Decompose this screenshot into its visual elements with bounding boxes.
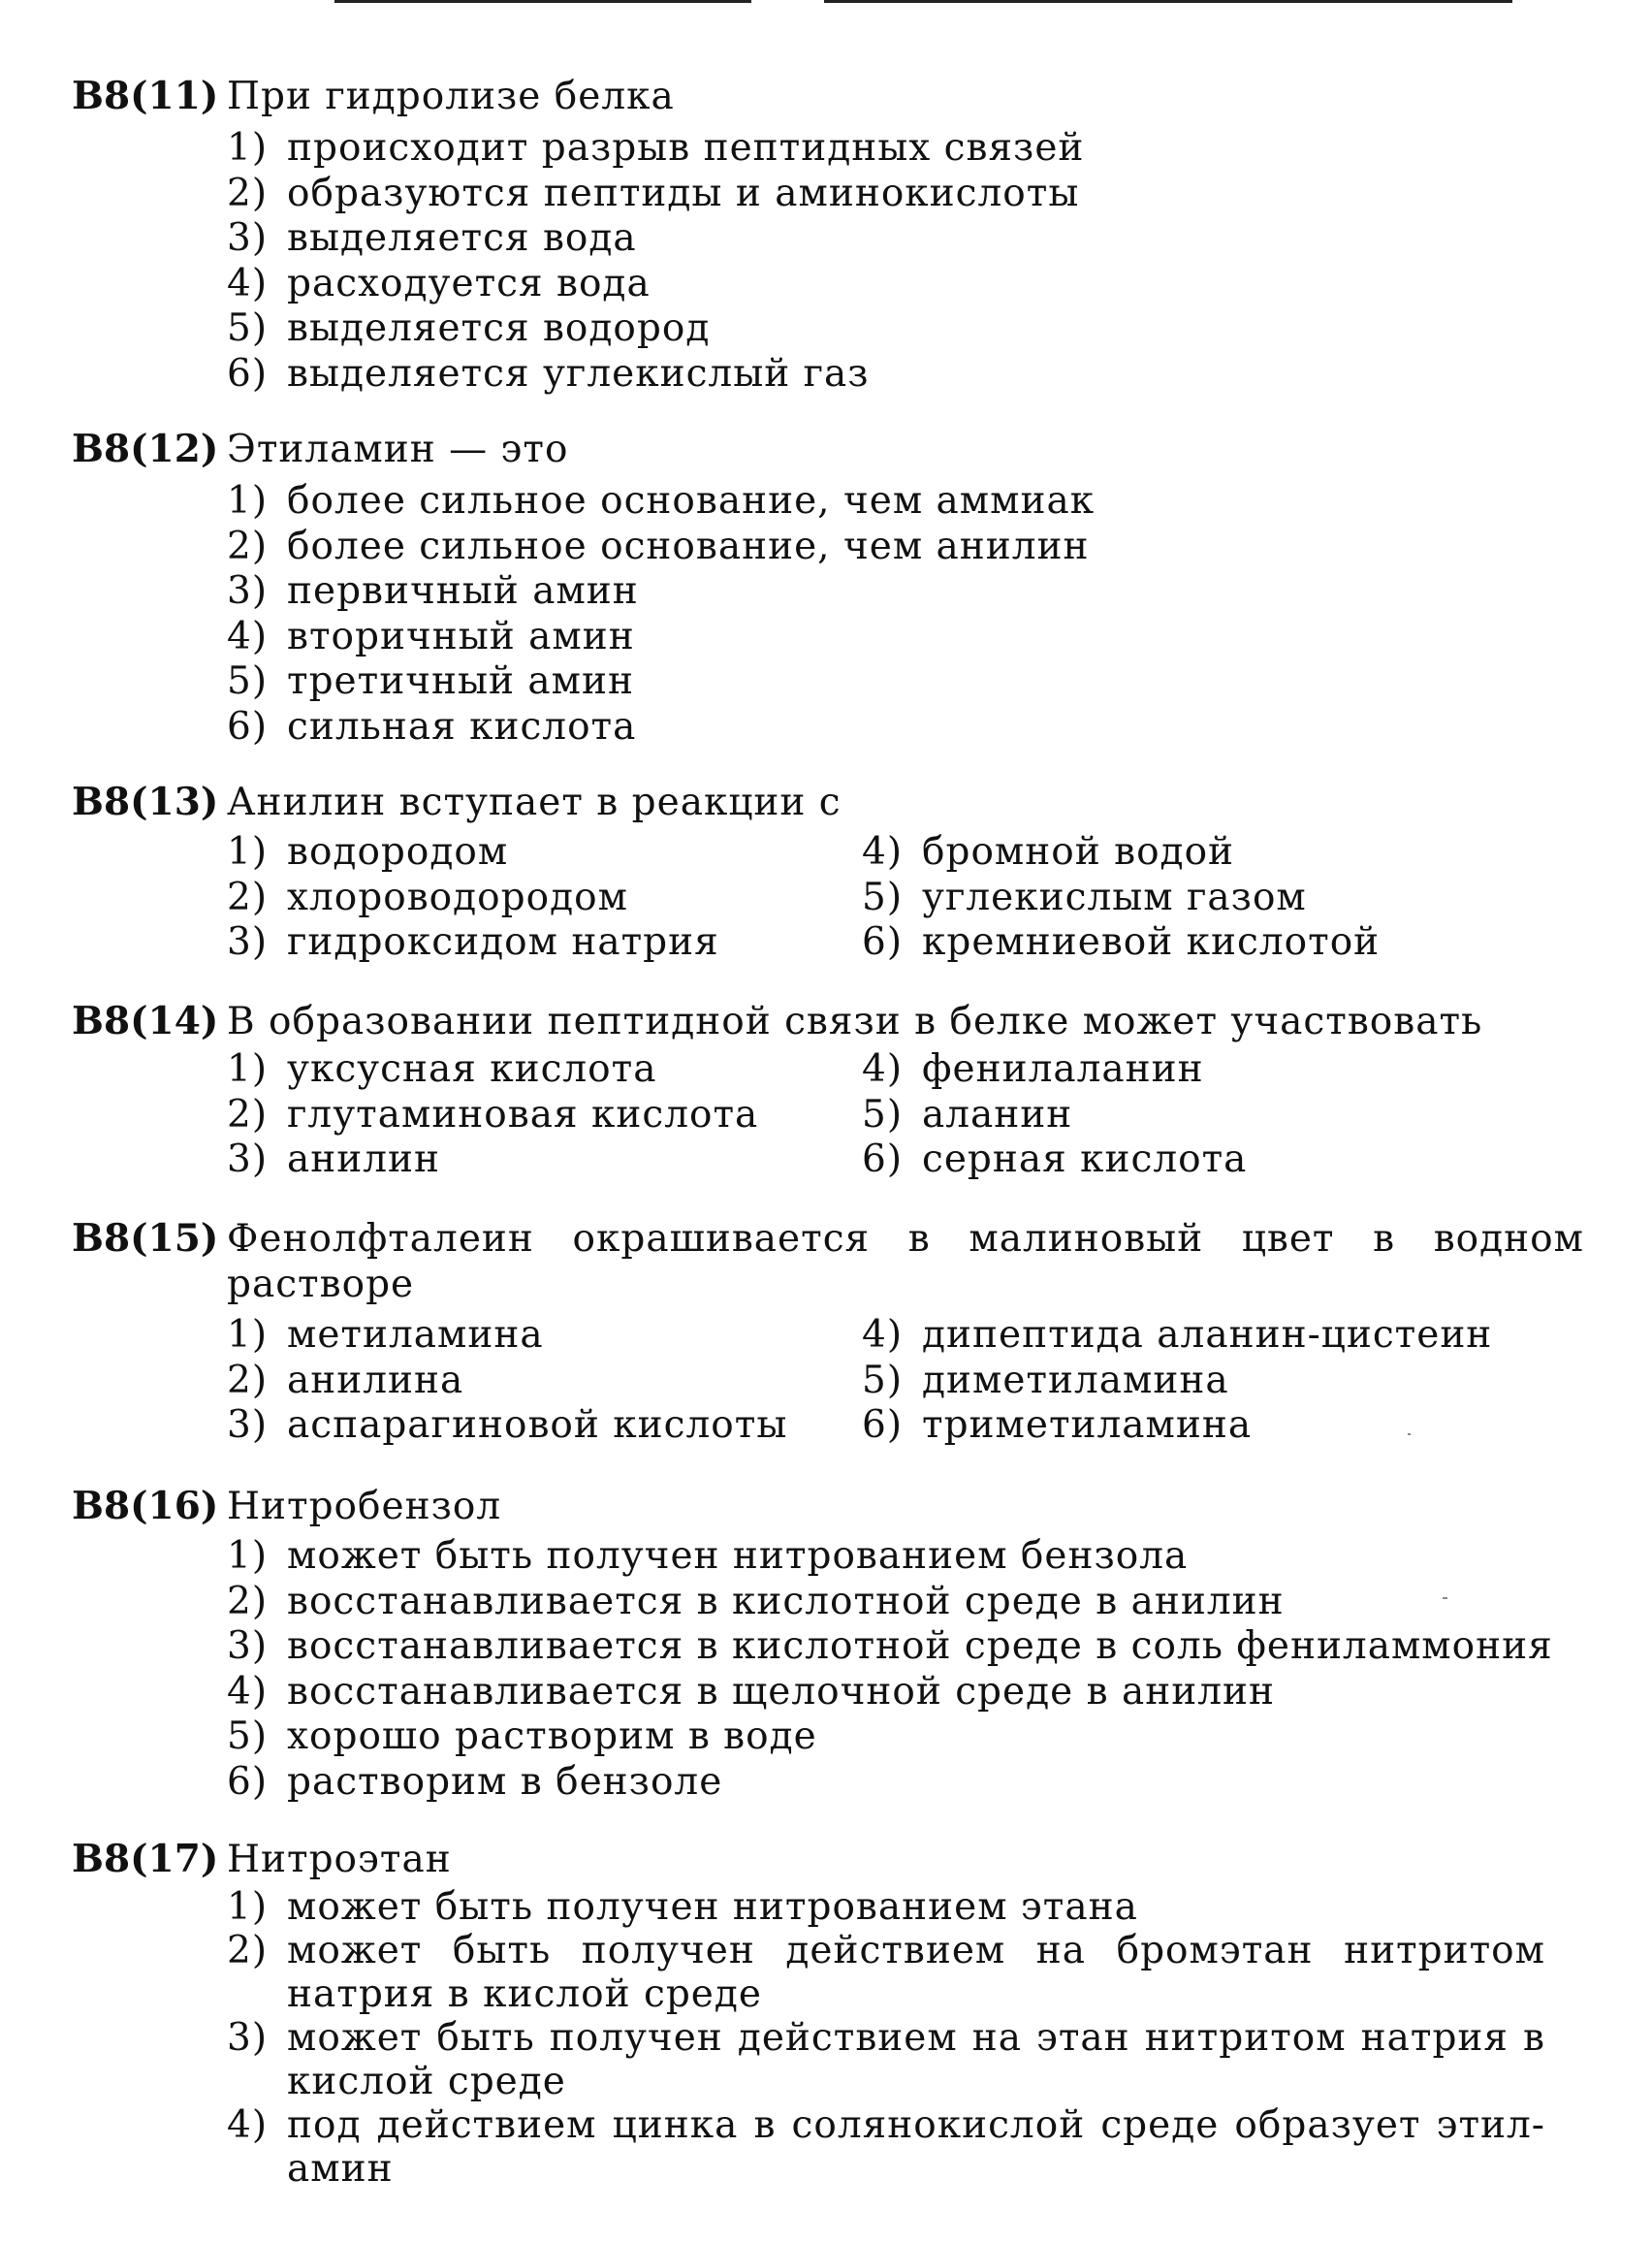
option-number: 1) [227,1534,269,1578]
option-text: сильная кислота [287,704,637,749]
option-text: диметиламина [922,1358,1229,1402]
option-text: бромной водой [922,830,1235,874]
option-number: 5) [227,659,269,703]
question-number: B8(16) [72,1484,219,1528]
option-number: 1) [227,1047,269,1091]
option-number: 3) [227,1138,269,1181]
option-number: 4) [862,830,904,874]
option-text: более сильное основание, чем аммиак [287,479,1096,523]
option-number: 3) [227,216,269,260]
question-prompt: Нитроэтан [227,1838,452,1881]
option-number: 2) [227,875,269,919]
option-number: 4) [227,261,269,305]
option-text: уксусная кислота [287,1047,657,1091]
option-number: 5) [227,1714,269,1758]
option-number: 3) [227,2016,269,2060]
option-number: 6) [862,1138,904,1181]
answer-option [227,1714,1553,1760]
option-number: 6) [227,351,269,396]
answer-option [227,172,1084,217]
option-text: углекислым газом [922,875,1307,919]
option-number: 5) [227,306,269,350]
scan-speck [1408,1433,1411,1435]
option-number: 5) [862,875,904,919]
answer-option [227,2016,1545,2103]
answer-option [227,525,1095,570]
answer-option [227,2103,1545,2191]
answer-option [227,615,1095,660]
top-rule-left [334,0,751,3]
question-prompt: Анилин вступает в реакции с [227,781,842,824]
question-b8-15 [72,1216,1584,1447]
option-text: образуются пептиды и аминокислоты [287,171,1080,215]
option-text: первичный амин [287,569,639,613]
option-number: 1) [227,830,269,874]
option-text: расходуется вода [287,261,651,305]
answer-option [227,352,1084,398]
option-number: 2) [227,1092,269,1137]
option-text: растворим в бензоле [287,1759,723,1804]
option-number: 3) [227,1403,269,1447]
answer-option [227,1929,1545,2016]
option-text: может быть получен нитрованием этана [287,1885,1138,1929]
answer-option [227,479,1095,525]
answer-option [227,216,1084,262]
question-number: B8(17) [72,1837,219,1881]
option-text: выделяется углекислый газ [287,351,870,396]
answer-option [227,1760,1553,1806]
option-text: восстанавливается в щелочной среде в анилин [287,1669,1275,1714]
option-number: 1) [227,1313,269,1357]
option-number: 3) [227,920,269,964]
option-number: 2) [227,1579,269,1623]
option-number: 3) [227,1624,269,1668]
option-number: 2) [227,524,269,568]
answer-list [227,126,1084,397]
question-prompt: В образовании пептидной связи в белке может участвовать [227,1000,1483,1043]
option-number: 5) [862,1358,904,1402]
option-text: хлороводородом [287,875,628,919]
scan-speck [1443,1597,1447,1599]
option-text: фенилаланин [922,1047,1204,1091]
answer-option [227,1534,1553,1580]
answer-option [227,262,1084,307]
answer-option [227,306,1084,352]
answer-list [227,479,1095,750]
question-prompt: Нитробензол [227,1485,502,1528]
answer-option [227,1580,1553,1625]
answer-option [227,1624,1553,1670]
option-number: 2) [227,171,269,215]
option-number: 6) [862,1403,904,1447]
option-number: 4) [227,2103,269,2147]
option-text: происходит разрыв пептидных связей [287,126,1085,170]
option-text: восстанавливается в кислотной среде в анилин [287,1579,1285,1623]
question-number: B8(13) [72,780,219,824]
question-number: B8(15) [72,1216,219,1261]
option-number: 1) [227,1885,269,1929]
answer-option [227,1885,1545,1929]
option-text: анилин [287,1138,441,1181]
answer-option [227,659,1095,705]
option-number: 4) [862,1313,904,1357]
option-number: 2) [227,1358,269,1402]
question-prompt: Фенолфталеин окрашивается в малиновый цвет в водном растворе [227,1217,1584,1306]
question-prompt: Этиламин — это [227,428,569,471]
option-text: может быть получен нитрованием бензола [287,1534,1189,1578]
answer-option [227,1670,1553,1715]
question-header [72,1216,1584,1309]
option-number: 4) [227,614,269,658]
option-text: более сильное основание, чем анилин [287,524,1090,568]
option-text: хорошо растворим в воде [287,1714,817,1758]
option-text: может быть получен действием на этан нитритом натрия в кислой среде [287,2016,1545,2103]
option-number: 1) [227,479,269,523]
option-number: 6) [227,1759,269,1804]
option-text: третичный амин [287,659,634,703]
option-text: дипептида аланин-цистеин [922,1313,1493,1357]
question-prompt: При гидролизе белка [227,75,675,118]
option-number: 3) [227,569,269,613]
answer-option [227,126,1084,172]
answer-option [227,705,1095,751]
option-number: 4) [862,1047,904,1091]
answer-list [227,1885,1545,2191]
option-text: может быть получен действием на бромэтан нитритом натрия в кислой среде [287,1929,1545,2016]
option-number: 6) [227,704,269,749]
option-text: гидроксидом натрия [287,920,719,964]
question-number: B8(11) [72,74,219,118]
option-text: серная кислота [922,1138,1248,1181]
option-text: вторичный амин [287,614,635,658]
option-text: под действием цинка в солянокислой среде образует этил-амин [287,2103,1545,2191]
option-number: 5) [862,1092,904,1137]
option-text: кремниевой кислотой [922,920,1381,964]
option-text: аспарагиновой кислоты [287,1403,788,1447]
question-number: B8(14) [72,999,219,1043]
option-text: выделяется вода [287,216,637,260]
question-number: B8(12) [72,427,219,471]
answer-list [227,1534,1553,1805]
answer-option [227,569,1095,615]
option-number: 2) [227,1929,269,1972]
option-number: 6) [862,920,904,964]
option-text: анилина [287,1358,464,1402]
option-text: аланин [922,1092,1073,1137]
option-number: 1) [227,126,269,170]
option-text: водородом [287,830,509,874]
option-text: метиламина [287,1313,544,1357]
option-text: выделяется водород [287,306,711,350]
option-text: триметиламина [922,1403,1253,1447]
option-text: глутаминовая кислота [287,1092,759,1137]
top-rule-right [824,0,1512,3]
option-number: 4) [227,1669,269,1714]
option-text: восстанавливается в кислотной среде в соль фениламмония [287,1624,1553,1668]
